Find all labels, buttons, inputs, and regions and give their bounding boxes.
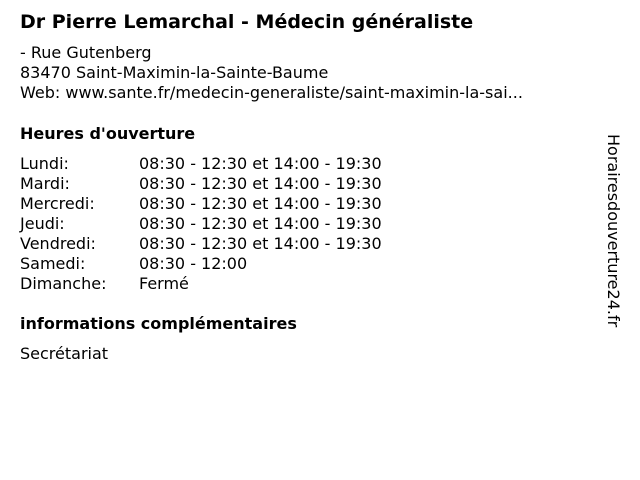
opening-hours-heading: Heures d'ouverture (20, 124, 196, 143)
opening-hours-table (20, 154, 382, 294)
day-label: Lundi: (20, 154, 69, 173)
website-link[interactable]: Web: www.sante.fr/medecin-generaliste/saint-maximin-la-sai... (20, 83, 523, 102)
time-value: 08:30 - 12:00 (139, 254, 248, 273)
day-label: Jeudi: (20, 214, 65, 233)
site-brand-watermark: Horairesdouverture24.fr (604, 134, 623, 328)
hours-row (20, 254, 382, 274)
hours-row (20, 174, 382, 194)
day-label: Dimanche: (20, 274, 107, 293)
day-label: Vendredi: (20, 234, 96, 253)
time-value: 08:30 - 12:30 et 14:00 - 19:30 (139, 194, 382, 213)
day-label: Samedi: (20, 254, 86, 273)
city-address: 83470 Saint-Maximin-la-Sainte-Baume (20, 63, 329, 82)
day-label: Mercredi: (20, 194, 95, 213)
time-value: 08:30 - 12:30 et 14:00 - 19:30 (139, 214, 382, 233)
time-value: 08:30 - 12:30 et 14:00 - 19:30 (139, 174, 382, 193)
time-value: Fermé (139, 274, 189, 293)
hours-row (20, 214, 382, 234)
additional-info-heading: informations complémentaires (20, 314, 297, 333)
day-label: Mardi: (20, 174, 70, 193)
additional-info-text: Secrétariat (20, 344, 109, 363)
time-value: 08:30 - 12:30 et 14:00 - 19:30 (139, 154, 382, 173)
hours-row (20, 234, 382, 254)
street-address: - Rue Gutenberg (20, 43, 152, 62)
hours-row (20, 274, 382, 294)
address-block (20, 43, 523, 103)
hours-row (20, 194, 382, 214)
time-value: 08:30 - 12:30 et 14:00 - 19:30 (139, 234, 382, 253)
page-title: Dr Pierre Lemarchal - Médecin généraliste (20, 11, 474, 33)
hours-row (20, 154, 382, 174)
